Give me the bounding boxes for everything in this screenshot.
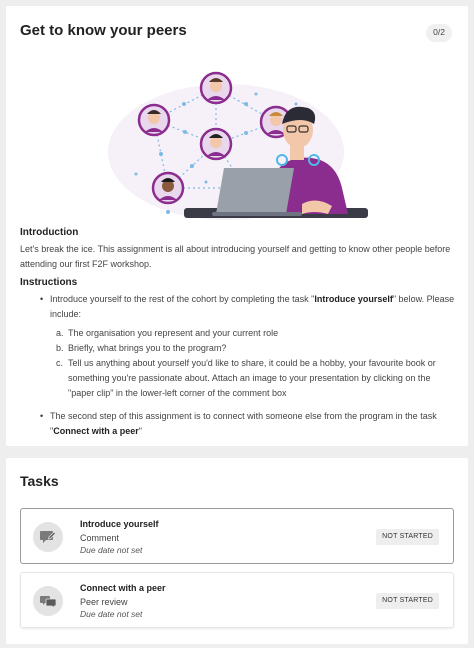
instructions-heading: Instructions <box>20 277 78 288</box>
instruction-item-1 <box>44 292 456 401</box>
instruction-text: Introduce yourself to the rest of the cohort by completing the task " <box>50 294 315 304</box>
tasks-heading: Tasks <box>20 473 59 489</box>
people-network-illustration <box>106 64 368 222</box>
task-name: Connect with a peer <box>80 583 166 593</box>
sub-instruction-item <box>56 356 456 401</box>
task-link-introduce-yourself: Introduce yourself <box>314 294 393 304</box>
task-type: Peer review <box>80 597 128 607</box>
sub-instruction-item <box>56 326 456 341</box>
task-link-connect-with-a-peer: Connect with a peer <box>53 426 139 436</box>
assignment-card <box>6 6 468 446</box>
sub-instruction-text: The organisation you represent and your current role <box>68 328 279 338</box>
status-badge: NOT STARTED <box>376 593 439 609</box>
list-letter: a. <box>56 328 64 338</box>
comment-icon <box>33 522 63 552</box>
introduction-heading: Introduction <box>20 227 79 238</box>
sub-instructions-list <box>56 326 456 401</box>
instruction-text: " <box>138 426 142 436</box>
instruction-text: " below. Please include: <box>50 294 455 319</box>
assignment-content <box>20 226 456 439</box>
instruction-item-2 <box>44 409 456 439</box>
sub-instruction-item <box>56 341 456 356</box>
task-item-introduce-yourself[interactable] <box>20 508 454 564</box>
task-due-date: Due date not set <box>80 609 143 619</box>
task-type: Comment <box>80 533 120 543</box>
sub-instruction-text: Briefly, what brings you to the program? <box>68 343 227 353</box>
instruction-text: The second step of this assignment is to connect with someone else from the program in the task " <box>50 411 437 436</box>
assignment-title: Get to know your peers <box>20 22 187 39</box>
instructions-list <box>44 292 456 439</box>
peer-review-icon <box>33 586 63 616</box>
introduction-text: Let's break the ice. This assignment is all about introducing yourself and getting to know other people before attending our first F2F workshop. <box>20 244 451 269</box>
status-badge: NOT STARTED <box>376 529 439 545</box>
progress-badge: 0/2 <box>426 24 452 42</box>
task-name: Introduce yourself <box>80 519 159 529</box>
list-letter: b. <box>56 343 64 353</box>
task-due-date: Due date not set <box>80 545 143 555</box>
task-item-connect-with-a-peer[interactable] <box>20 572 454 628</box>
tasks-card <box>6 458 468 644</box>
sub-instruction-text: Tell us anything about yourself you'd like to share, it could be a hobby, your favourite book or something you're passionate about. Attach an image to your presentation by clicking on the "paper clip" in the lower-left corner of the comment box <box>68 358 436 398</box>
list-letter: c. <box>56 358 64 368</box>
